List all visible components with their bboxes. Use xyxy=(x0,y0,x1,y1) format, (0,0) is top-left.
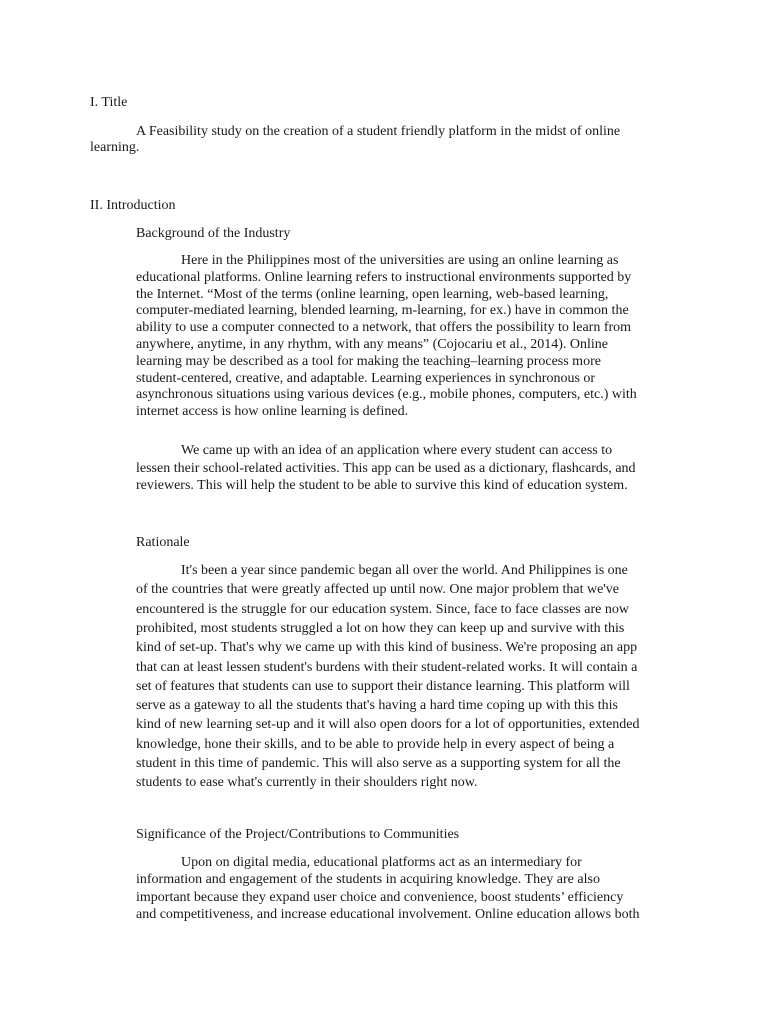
text-line: important because they expand user choice and convenience, boost students’ efficiency xyxy=(136,889,624,905)
text-line: anywhere, anytime, in any rhythm, with any means” (Cojocariu et al., 2014). Online xyxy=(136,337,608,352)
text-line: student-centered, creative, and adaptable. Learning experiences in synchronous or xyxy=(136,370,596,386)
text-line: students to ease what's currently in their shoulders right now. xyxy=(136,775,478,791)
text-line: A Feasibility study on the creation of a student friendly platform in the midst of online xyxy=(136,124,621,139)
text-line: Upon on digital media, educational platforms act as an intermediary for xyxy=(181,855,582,870)
text-line: lessen their school-related activities. This app can be used as a dictionary, flashcards, and xyxy=(136,460,636,476)
text-line: asynchronous situations using various devices (e.g., mobile phones, computers, etc.) with xyxy=(136,387,637,403)
text-line: kind of set-up. That's why we came up with this kind of business. We're proposing an app xyxy=(136,640,638,656)
text-line: reviewers. This will help the student to be able to survive this kind of education system. xyxy=(136,478,628,493)
section-title-heading: I. Title xyxy=(90,95,128,110)
text-line: computer-mediated learning, blended learning, m-learning, for ex.) have in common the xyxy=(136,303,629,319)
text-line: educational platforms. Online learning refers to instructional environments supported by xyxy=(136,269,632,285)
text-line: Here in the Philippines most of the universities are using an online learning as xyxy=(181,253,619,268)
text-line: the Internet. “Most of the terms (online learning, open learning, web-based learning, xyxy=(136,286,609,302)
text-line: that can at least lessen student's burdens with their student-related works. It will contain a xyxy=(136,659,638,675)
text-line: learning may be described as a tool for making the teaching–learning process more xyxy=(136,353,601,369)
text-line: serve as a gateway to all the students that's having a hard time coping up with this this xyxy=(136,698,618,714)
text-line: It's been a year since pandemic began all over the world. And Philippines is one xyxy=(181,563,628,578)
text-line: internet access is how online learning is defined. xyxy=(136,404,409,420)
text-line: and competitiveness, and increase educational involvement. Online education allows both xyxy=(136,906,640,922)
text-line: of the countries that were greatly affected up until now. One major problem that we've xyxy=(136,582,620,598)
text-line: information and engagement of the students in acquiring knowledge. They are also xyxy=(136,872,600,888)
text-line: knowledge, hone their skills, and to be able to provide help in every aspect of being a xyxy=(136,736,615,752)
subsection-significance-heading: Significance of the Project/Contributions to Communities xyxy=(136,827,460,842)
text-line: set of features that students can use to support their distance learning. This platform will xyxy=(136,678,630,694)
text-line: kind of new learning set-up and it will also open doors for a lot of opportunities, extended xyxy=(136,717,640,733)
text-line: prohibited, most students struggled a lot on how they can keep up and survive with this xyxy=(136,620,625,636)
subsection-background-heading: Background of the Industry xyxy=(136,226,291,241)
section-introduction-heading: II. Introduction xyxy=(90,198,176,213)
text-line: We came up with an idea of an application where every student can access to xyxy=(181,443,613,458)
text-line: encountered is the struggle for our education system. Since, face to face classes are now xyxy=(136,601,629,617)
text-line: ability to use a computer connected to a network, that offers the possibility to learn from xyxy=(136,320,632,336)
text-line: student in this time of pandemic. This will also serve as a supporting system for all the xyxy=(136,756,621,771)
subsection-rationale-heading: Rationale xyxy=(136,535,190,550)
text-line: learning. xyxy=(90,140,140,155)
